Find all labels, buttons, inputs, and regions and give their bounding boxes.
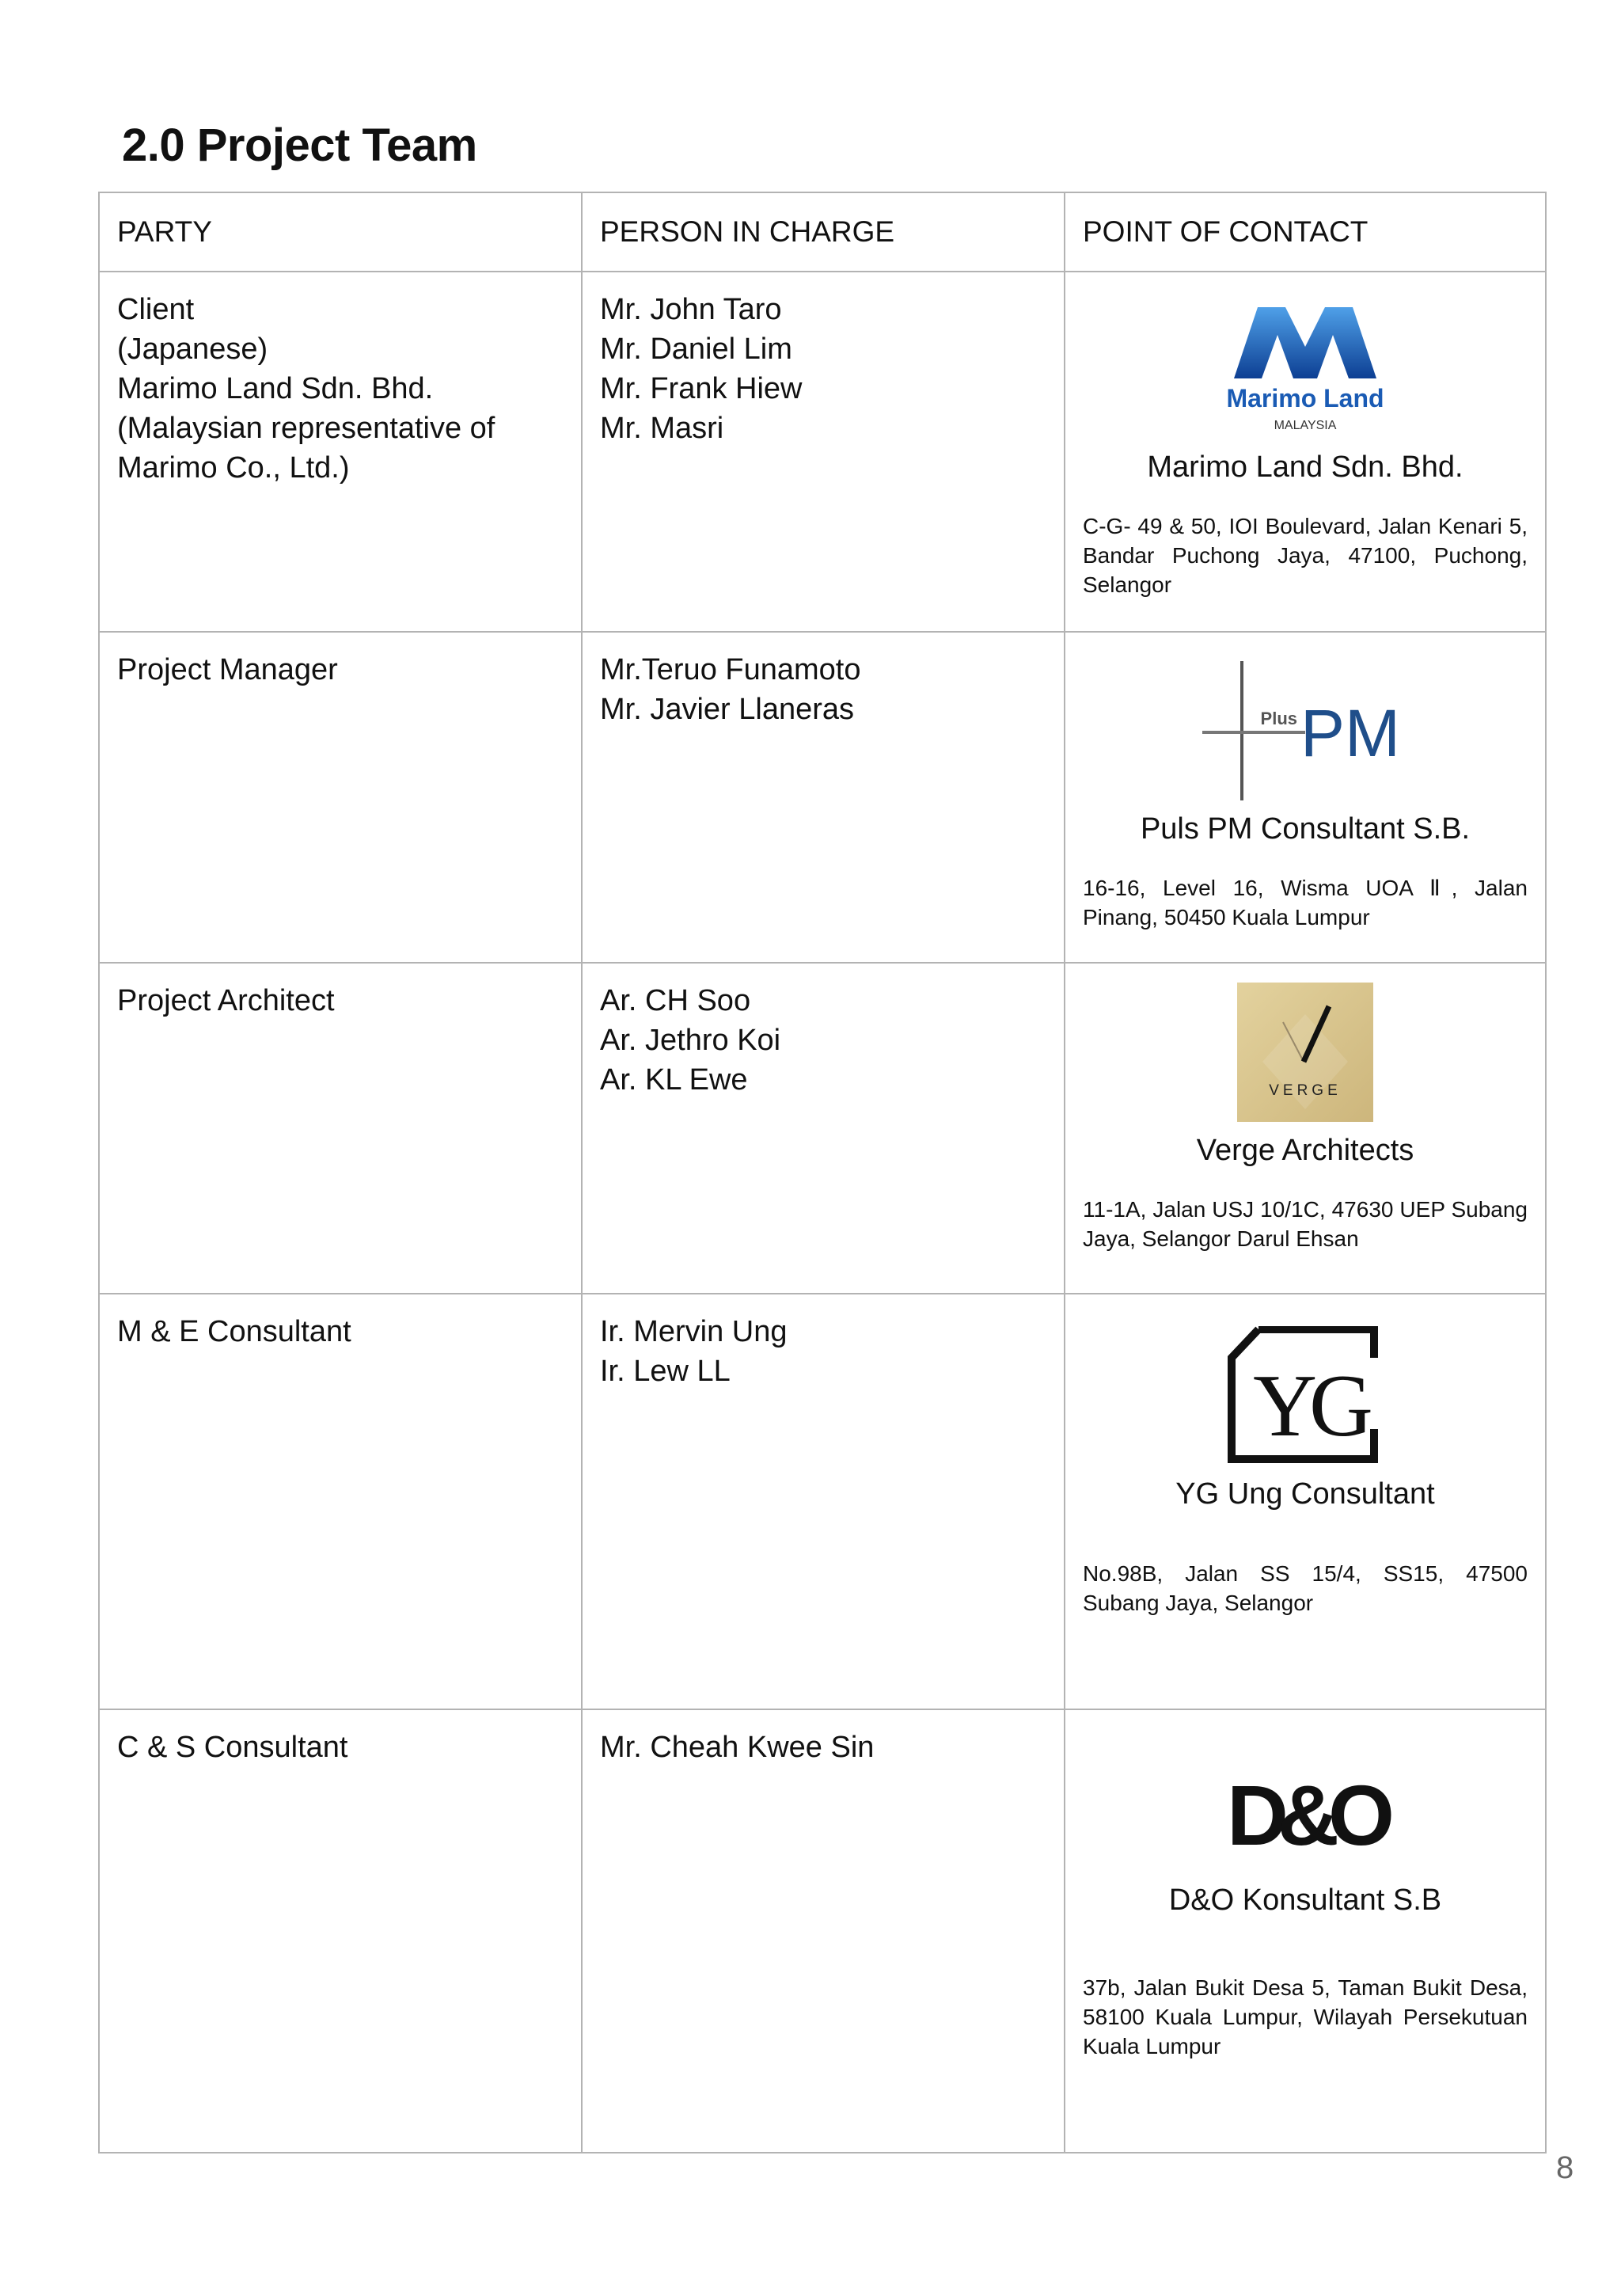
contact-cell bbox=[1065, 1709, 1546, 2153]
marimo-land-logo-text: Marimo Land bbox=[1226, 384, 1384, 412]
party-cell bbox=[99, 1294, 582, 1709]
verge-logo-text: VERGE bbox=[1269, 1082, 1342, 1099]
table-row bbox=[99, 1709, 1546, 2153]
party-text: Client (Japanese) Marimo Land Sdn. Bhd. (Malaysian representative of Marimo Co., Ltd.) bbox=[117, 293, 495, 485]
company-name: YG Ung Consultant bbox=[1175, 1477, 1435, 1511]
table-header-row bbox=[99, 192, 1546, 272]
person-text: Mr. Cheah Kwee Sin bbox=[600, 1731, 875, 1764]
plus-pm-logo-small-text: Plus bbox=[1260, 709, 1297, 728]
contact-cell bbox=[1065, 1294, 1546, 1709]
person-cell bbox=[582, 632, 1065, 963]
person-cell bbox=[582, 272, 1065, 632]
page-number: 8 bbox=[1556, 2150, 1574, 2185]
contact-cell bbox=[1065, 632, 1546, 963]
company-name: D&O Konsultant S.B bbox=[1168, 1884, 1442, 1917]
company-name: Puls PM Consultant S.B. bbox=[1140, 812, 1471, 846]
person-text: Mr. John Taro Mr. Daniel Lim Mr. Frank Hiew Mr. Masri bbox=[600, 293, 803, 445]
yg-logo-text: YG bbox=[1253, 1357, 1365, 1455]
yg-logo bbox=[1224, 1326, 1387, 1465]
person-text: Ar. CH Soo Ar. Jethro Koi Ar. KL Ewe bbox=[600, 984, 781, 1097]
contact-header: POINT OF CONTACT bbox=[1065, 192, 1546, 272]
person-cell bbox=[582, 1294, 1065, 1709]
company-address: 37b, Jalan Bukit Desa 5, Taman Bukit Desa, 58100 Kuala Lumpur, Wilayah Persekutuan Kuala Lumpur bbox=[1083, 1975, 1528, 2058]
party-text: C & S Consultant bbox=[117, 1731, 348, 1764]
person-text: Ir. Mervin Ung Ir. Lew LL bbox=[600, 1315, 788, 1388]
company-address: No.98B, Jalan SS 15/4, SS15, 47500 Subang Jaya, Selangor bbox=[1083, 1561, 1528, 1615]
plus-pm-logo bbox=[1202, 661, 1408, 800]
company-address: 16-16, Level 16, Wisma UOA Ⅱ, Jalan Pinang, 50450 Kuala Lumpur bbox=[1083, 876, 1528, 929]
party-cell bbox=[99, 632, 582, 963]
party-cell bbox=[99, 963, 582, 1294]
person-header: PERSON IN CHARGE bbox=[582, 192, 1065, 272]
party-cell bbox=[99, 1709, 582, 2153]
d-and-o-logo bbox=[1218, 1756, 1392, 1867]
table-row bbox=[99, 1294, 1546, 1709]
table-row bbox=[99, 963, 1546, 1294]
party-cell bbox=[99, 272, 582, 632]
party-text: Project Architect bbox=[117, 984, 335, 1017]
table-row bbox=[99, 272, 1546, 632]
marimo-land-logo-subtext: MALAYSIA bbox=[1274, 419, 1337, 432]
contact-cell bbox=[1065, 963, 1546, 1294]
plus-pm-logo-big-text: PM bbox=[1300, 696, 1400, 770]
verge-logo bbox=[1237, 983, 1373, 1122]
contact-cell bbox=[1065, 272, 1546, 632]
party-text: Project Manager bbox=[117, 653, 338, 686]
page-title: 2.0 Project Team bbox=[122, 120, 477, 171]
party-header: PARTY bbox=[99, 192, 582, 272]
company-address: C-G- 49 & 50, IOI Boulevard, Jalan Kenari 5, Bandar Puchong Jaya, 47100, Puchong, Selangor bbox=[1083, 514, 1528, 597]
party-text: M & E Consultant bbox=[117, 1315, 351, 1348]
company-name: Marimo Land Sdn. Bhd. bbox=[1147, 450, 1463, 484]
d-and-o-logo-text: D&O bbox=[1227, 1767, 1384, 1863]
company-name: Verge Architects bbox=[1196, 1134, 1414, 1167]
project-team-table bbox=[98, 192, 1547, 2153]
table-row bbox=[99, 632, 1546, 963]
person-text: Mr.Teruo Funamoto Mr. Javier Llaneras bbox=[600, 653, 861, 726]
person-cell bbox=[582, 963, 1065, 1294]
marimo-land-logo bbox=[1226, 299, 1384, 439]
company-address: 11-1A, Jalan USJ 10/1C, 47630 UEP Subang Jaya, Selangor Darul Ehsan bbox=[1083, 1197, 1528, 1251]
person-cell bbox=[582, 1709, 1065, 2153]
